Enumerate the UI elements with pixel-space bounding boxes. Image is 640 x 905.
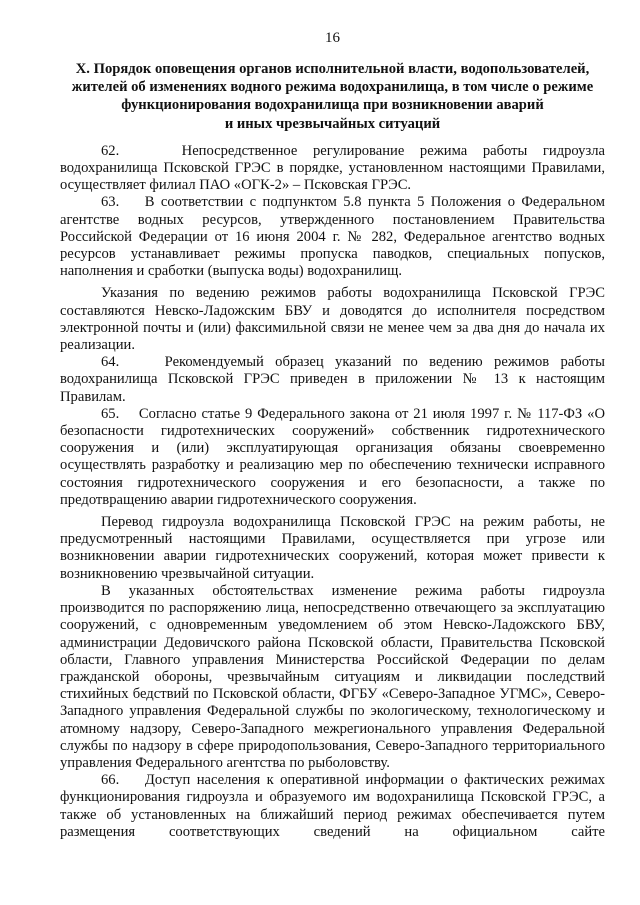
paragraph-65-transfer: Перевод гидроузла водохранилища Псковской ГРЭС на режим работы, не предусмотренный настоящими Правилами, осуществляется при угрозе или возникновении аварии гидротехнических сооружений, которая может привести к возникновению чрезвычайной ситуации.	[60, 514, 605, 582]
paragraph-62: 62. Непосредственное регулирование режима работы гидроузла водохранилища Псковской ГРЭС в порядке, установленном настоящими Правилами, осуществляет филиал ПАО «ОГК-2» – Псковская ГРЭС.	[60, 142, 605, 194]
heading-line-3: функционирования водохранилища при возникновении аварий	[121, 97, 544, 114]
heading-line-4: и иных чрезвычайных ситуаций	[224, 115, 441, 132]
paragraph-64: 64. Рекомендуемый образец указаний по ведению режимов работы водохранилища Псковской ГРЭС приведен в приложении № 13 к настоящим Правилам.	[60, 354, 605, 405]
paragraph-63: 63. В соответствии с подпунктом 5.8 пункта 5 Положения о Федеральном агентстве водных ресурсов, утвержденного постановлением Правительства Российской Федерации от 16 июня 2004 г. № 282, Федеральное агентство водных ресурсов устанавливает режимы пропуска паводков, специальных попусков, наполнения и сработки (выпуска воды) водохранилищ.	[60, 194, 605, 280]
section-heading	[60, 60, 605, 133]
paragraph-65: 65. Согласно статье 9 Федерального закона от 21 июля 1997 г. № 117-ФЗ «О безопасности гидротехнических сооружений» собственник гидротехнического сооружения и (или) эксплуатирующая организация обязаны своевременно осуществлять разработку и реализацию мер по обеспечению технически исправного состояния гидротехнического сооружения и его безопасности, а также по предотвращению аварии гидротехнического сооружения.	[60, 405, 605, 508]
heading-line-2: жителей об изменениях водного режима водохранилища, в том числе о режиме	[71, 79, 594, 96]
paragraph-63-instructions: Указания по ведению режимов работы водохранилища Псковской ГРЭС составляются Невско-Ладожским БВУ и доводятся до исполнителя посредством электронной почты и (или) факсимильной связи не менее чем за два дня до начала их реализации.	[60, 285, 605, 354]
page-number: 16	[325, 30, 340, 46]
document-page	[60, 30, 605, 841]
heading-line-1: X. Порядок оповещения органов исполнительной власти, водопользователей,	[75, 61, 590, 77]
paragraph-66: 66. Доступ населения к оперативной информации о фактических режимах функционирования гидроузла и образуемого им водохранилища Псковской ГРЭС, а также об установленных на ближайший период режимах обеспечивается путем размещения соответствующих сведений на официальном сайте	[60, 772, 605, 840]
paragraph-65-circumstances: В указанных обстоятельствах изменение режима работы гидроузла производится по распоряжению лица, непосредственно отвечающего за эксплуатацию сооружений, с одновременным уведомлением об этом Невско-Ладожского БВУ, администрации Дедовичского района Псковской области, Правительства Псковской области, Главного управления Министерства Российской Федерации по делам гражданской обороны, чрезвычайным ситуациям и ликвидации последствий стихийных бедствий по Псковской области, ФГБУ «Северо-Западное УГМС», Северо-Западного управления Федеральной службы по экологическому, технологическому и атомному надзору, Северо-Западного межрегионального управления Федеральной службы по надзору в сфере природопользования, Северо-Западного территориального управления Федерального агентства по рыболовству.	[60, 582, 605, 771]
